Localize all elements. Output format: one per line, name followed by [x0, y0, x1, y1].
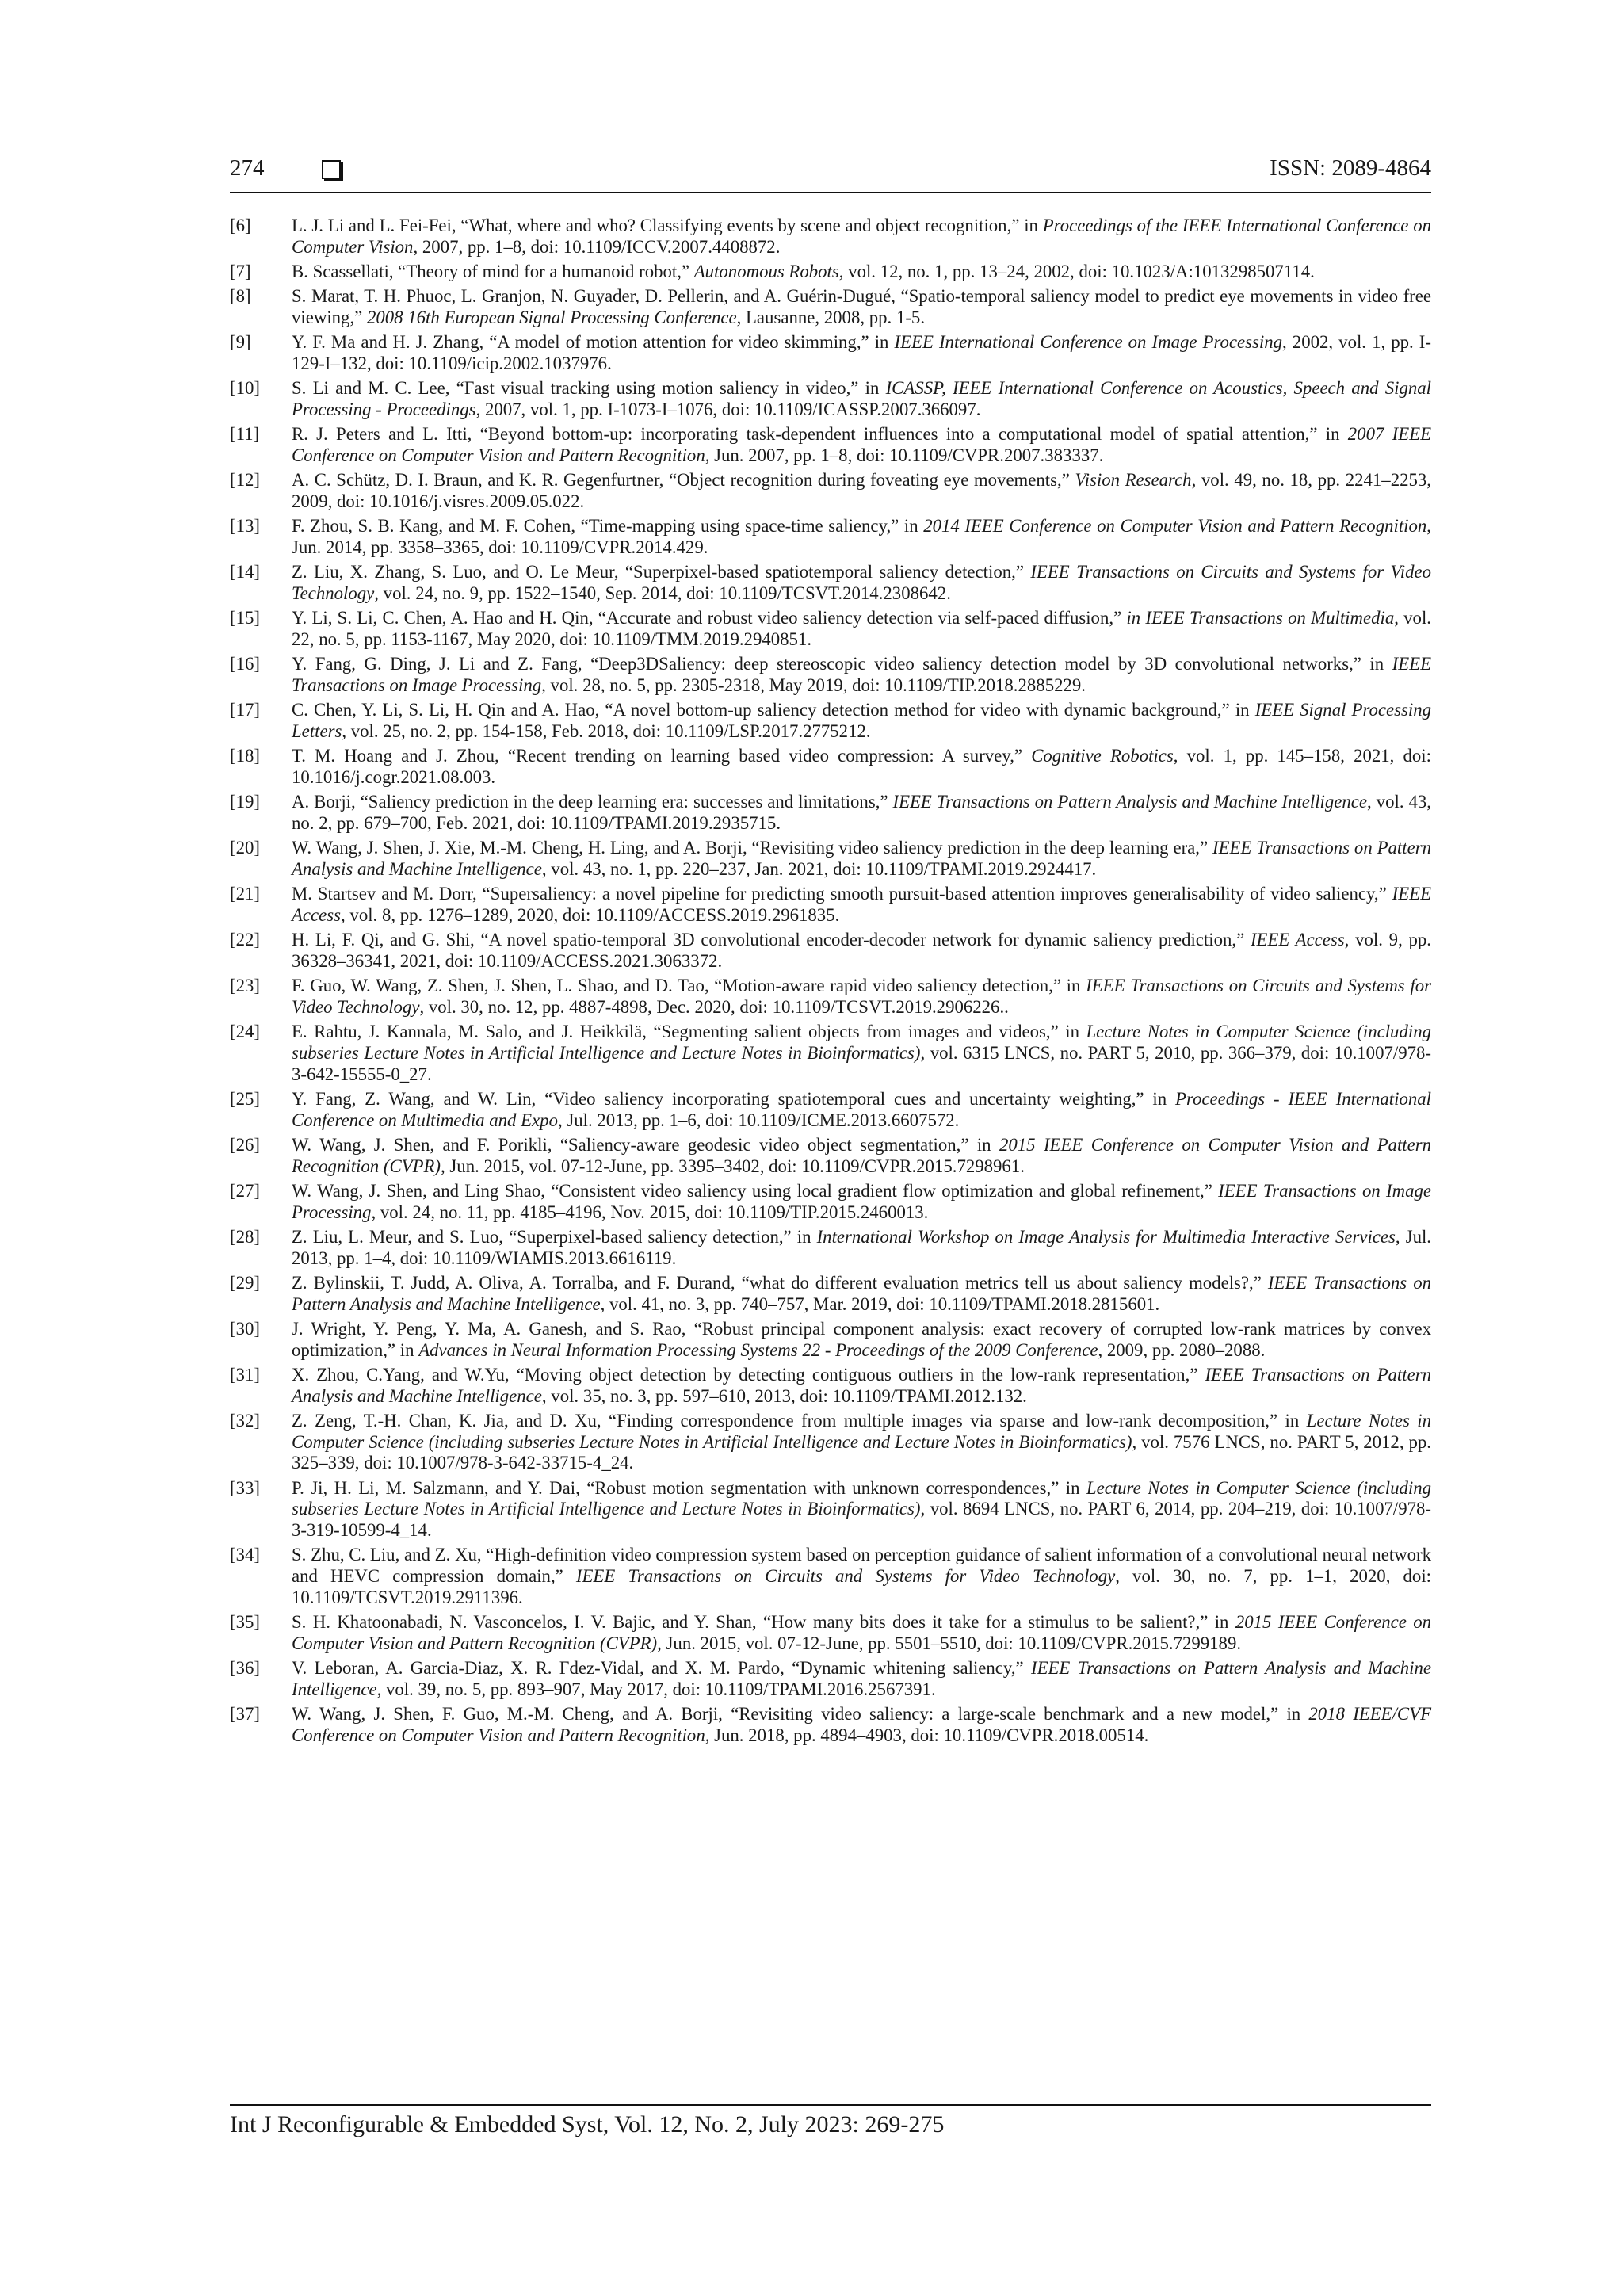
reference-text — [292, 608, 1431, 650]
reference-venue: IEEE Access — [292, 884, 1431, 925]
reference-number: [16] — [230, 654, 260, 674]
reference-item — [230, 654, 1431, 696]
reference-segment: , vol. 30, no. 12, pp. 4887-4898, Dec. 2020, doi: 10.1109/TCSVT.2019.2906226.. — [419, 997, 1009, 1017]
journal-footer: Int J Reconfigurable & Embedded Syst, Vol. 12, No. 2, July 2023: 269-275 — [230, 2111, 945, 2137]
reference-segment: , 2002, vol. 1, pp. I-129-I–132, doi: 10.1109/icip.2002.1037976. — [292, 332, 1431, 373]
reference-item — [230, 884, 1431, 926]
reference-text — [292, 1227, 1431, 1269]
reference-number: [37] — [230, 1704, 260, 1725]
reference-segment: Y. F. Ma and H. J. Zhang, “A model of motion attention for video skimming,” in — [292, 332, 895, 353]
reference-text — [292, 746, 1431, 788]
reference-text — [292, 424, 1431, 466]
reference-number: [17] — [230, 700, 260, 720]
reference-text — [292, 654, 1431, 696]
reference-segment: , vol. 30, no. 7, pp. 1–1, 2020, doi: 10.1109/TCSVT.2019.2911396. — [292, 1566, 1431, 1607]
reference-venue: 2007 IEEE Conference on Computer Vision and Pattern Recognition — [292, 424, 1431, 465]
reference-segment: , Jun. 2007, pp. 1–8, doi: 10.1109/CVPR.2007.383337. — [705, 445, 1104, 465]
reference-text — [292, 1089, 1431, 1131]
reference-venue: IEEE Transactions on Circuits and Systems for Video Technology — [292, 562, 1431, 603]
reference-segment: B. Scassellati, “Theory of mind for a humanoid robot,” — [292, 262, 694, 281]
reference-item — [230, 1319, 1431, 1361]
reference-venue: IEEE Transactions on Pattern Analysis and Machine Intelligence — [892, 792, 1368, 812]
reference-text — [292, 1022, 1431, 1085]
reference-text — [292, 332, 1431, 374]
reference-venue: Lecture Notes in Computer Science (including subseries Lecture Notes in Artificial Intelligence and Lecture Notes in Bioinformatics) — [292, 1022, 1431, 1063]
reference-number: [24] — [230, 1022, 260, 1042]
reference-venue: IEEE Transactions on Pattern Analysis and Machine Intelligence — [292, 1365, 1431, 1406]
reference-segment: F. Zhou, S. B. Kang, and M. F. Cohen, “Time-mapping using space-time saliency,” in — [292, 516, 924, 537]
reference-item — [230, 378, 1431, 420]
reference-number: [9] — [230, 332, 251, 353]
reference-number: [36] — [230, 1658, 260, 1679]
reference-segment: Z. Bylinskii, T. Judd, A. Oliva, A. Torralba, and F. Durand, “what do different evaluation metrics tell us about saliency models?,” — [292, 1273, 1268, 1293]
reference-item — [230, 930, 1431, 972]
reference-segment: Z. Liu, X. Zhang, S. Luo, and O. Le Meur, “Superpixel-based spatiotemporal saliency detection,” — [292, 562, 1031, 583]
reference-venue: 2008 16th European Signal Processing Conference — [366, 308, 737, 327]
reference-venue: Lecture Notes in Computer Science (including subseries Lecture Notes in Artificial Intelligence and Lecture Notes in Bioinformatics) — [292, 1411, 1432, 1452]
reference-segment: S. Marat, T. H. Phuoc, L. Granjon, N. Guyader, D. Pellerin, and A. Guérin-Dugué, “Spatio-temporal saliency model to predict eye movements in video free viewing,” — [292, 286, 1431, 327]
reference-item — [230, 1478, 1431, 1541]
reference-segment: W. Wang, J. Shen, and Ling Shao, “Consistent video saliency using local gradient flow optimization and global refinement,” — [292, 1181, 1219, 1201]
reference-number: [20] — [230, 838, 260, 858]
reference-venue: 2015 IEEE Conference on Computer Vision and Pattern Recognition (CVPR) — [292, 1135, 1431, 1176]
reference-number: [25] — [230, 1089, 260, 1109]
reference-number: [26] — [230, 1135, 260, 1155]
reference-segment: , Jun. 2018, pp. 4894–4903, doi: 10.1109/CVPR.2018.00514. — [705, 1725, 1149, 1745]
square-bullet-icon — [322, 160, 341, 179]
reference-number: [15] — [230, 608, 260, 628]
page-number: 274 — [230, 155, 265, 181]
reference-segment: Z. Zeng, T.-H. Chan, K. Jia, and D. Xu, “Finding correspondence from multiple images via sparse and low-rank decomposition,” in — [292, 1411, 1307, 1431]
reference-number: [27] — [230, 1181, 260, 1201]
reference-segment: R. J. Peters and L. Itti, “Beyond bottom-up: incorporating task-dependent influences into a computational model of spatial attention,” in — [292, 424, 1348, 445]
reference-segment: , vol. 24, no. 11, pp. 4185–4196, Nov. 2015, doi: 10.1109/TIP.2015.2460013. — [371, 1201, 929, 1222]
reference-number: [6] — [230, 216, 251, 235]
reference-segment: Y. Fang, Z. Wang, and W. Lin, “Video saliency incorporating spatiotemporal cues and uncertainty weighting,” in — [292, 1089, 1176, 1109]
reference-venue: International Workshop on Image Analysis for Multimedia Interactive Services — [816, 1227, 1396, 1247]
reference-segment: , Jun. 2014, pp. 3358–3365, doi: 10.1109/CVPR.2014.429. — [292, 516, 1431, 557]
reference-item — [230, 838, 1431, 880]
reference-segment: S. Zhu, C. Liu, and Z. Xu, “High-definition video compression system based on perception guidance of salient information of a convolutional neural network and HEVC compression domain,” — [292, 1545, 1431, 1587]
issn-label: ISSN: 2089-4864 — [1270, 155, 1431, 181]
reference-venue: IEEE Transactions on Image Processing — [292, 654, 1431, 695]
reference-item — [230, 1545, 1431, 1608]
reference-item — [230, 1089, 1431, 1131]
reference-venue: Cognitive Robotics — [1031, 746, 1174, 766]
reference-item — [230, 792, 1431, 834]
reference-segment: S. Li and M. C. Lee, “Fast visual tracking using motion saliency in video,” in — [292, 378, 886, 399]
reference-segment: , Jun. 2015, vol. 07-12-June, pp. 3395–3402, doi: 10.1109/CVPR.2015.7298961. — [441, 1156, 1025, 1176]
reference-segment: A. C. Schütz, D. I. Braun, and K. R. Gegenfurtner, “Object recognition during foveating eye movements,” — [292, 470, 1075, 491]
reference-segment: W. Wang, J. Shen, F. Guo, M.-M. Cheng, and A. Borji, “Revisiting video saliency: a large-scale benchmark and a new model,” in — [292, 1704, 1309, 1725]
reference-segment: , vol. 7576 LNCS, no. PART 5, 2012, pp. 325–339, doi: 10.1007/978-3-642-33715-4_24. — [292, 1431, 1431, 1473]
reference-number: [7] — [230, 262, 251, 281]
reference-segment: , vol. 8694 LNCS, no. PART 6, 2014, pp. 204–219, doi: 10.1007/978-3-319-10599-4_14. — [292, 1499, 1432, 1541]
reference-segment: L. J. Li and L. Fei-Fei, “What, where and who? Classifying events by scene and object recognition,” in — [292, 216, 1043, 235]
reference-segment: , 2007, vol. 1, pp. I-1073-I–1076, doi: 10.1109/ICASSP.2007.366097. — [475, 399, 981, 419]
reference-segment: , vol. 43, no. 2, pp. 679–700, Feb. 2021, doi: 10.1109/TPAMI.2019.2935715. — [292, 792, 1431, 833]
reference-segment: W. Wang, J. Shen, and F. Porikli, “Saliency-aware geodesic video object segmentation,” in — [292, 1135, 999, 1155]
reference-number: [35] — [230, 1612, 260, 1633]
reference-venue: IEEE Transactions on Pattern Analysis and Machine Intelligence — [292, 1658, 1432, 1699]
reference-item — [230, 1704, 1431, 1746]
reference-text — [292, 1181, 1431, 1223]
reference-item — [230, 1181, 1431, 1223]
reference-number: [10] — [230, 378, 260, 399]
reference-venue: 2018 IEEE/CVF Conference on Computer Vision and Pattern Recognition — [292, 1704, 1431, 1745]
reference-text — [292, 1319, 1431, 1361]
reference-item — [230, 1227, 1431, 1269]
reference-item — [230, 1135, 1431, 1177]
reference-item — [230, 1365, 1431, 1407]
reference-list — [230, 216, 1431, 1750]
reference-text — [292, 1411, 1431, 1474]
reference-number: [32] — [230, 1411, 260, 1431]
reference-segment: , vol. 22, no. 5, pp. 1153-1167, May 2020, doi: 10.1109/TMM.2019.2940851. — [292, 608, 1431, 649]
reference-item — [230, 470, 1431, 512]
reference-venue: IEEE Transactions on Pattern Analysis and Machine Intelligence — [292, 1273, 1431, 1314]
reference-number: [21] — [230, 884, 260, 904]
reference-text — [292, 516, 1431, 558]
reference-venue: IEEE Transactions on Image Processing — [292, 1181, 1432, 1222]
reference-segment: T. M. Hoang and J. Zhou, “Recent trending on learning based video compression: A survey,” — [292, 746, 1032, 766]
reference-segment: Y. Li, S. Li, C. Chen, A. Hao and H. Qin, “Accurate and robust video saliency detection via self-paced diffusion,” — [292, 608, 1127, 628]
reference-item — [230, 1612, 1431, 1654]
reference-number: [33] — [230, 1477, 260, 1498]
page-header — [230, 155, 1431, 193]
reference-text — [292, 884, 1431, 926]
reference-segment: , 2009, pp. 2080–2088. — [1098, 1339, 1266, 1360]
reference-segment: , 2007, pp. 1–8, doi: 10.1109/ICCV.2007.4408872. — [413, 236, 781, 257]
reference-number: [13] — [230, 516, 260, 537]
reference-venue: Proceedings - IEEE International Conference on Multimedia and Expo — [292, 1089, 1432, 1130]
reference-segment: F. Guo, W. Wang, Z. Shen, J. Shen, L. Shao, and D. Tao, “Motion-aware rapid video saliency detection,” in — [292, 976, 1086, 996]
reference-text — [292, 1273, 1431, 1315]
reference-text — [292, 562, 1431, 604]
reference-text — [292, 378, 1431, 420]
reference-number: [30] — [230, 1319, 260, 1339]
reference-text — [292, 792, 1431, 834]
reference-segment: , vol. 12, no. 1, pp. 13–24, 2002, doi: 10.1023/A:1013298507114. — [838, 262, 1315, 281]
reference-item — [230, 516, 1431, 558]
reference-venue: Advances in Neural Information Processing Systems 22 - Proceedings of the 2009 Conference — [418, 1339, 1098, 1360]
reference-text — [292, 1612, 1431, 1654]
reference-segment: J. Wright, Y. Peng, Y. Ma, A. Ganesh, and S. Rao, “Robust principal component analysis: exact recovery of corrupted low-rank matrices by convex optimization,” in — [292, 1319, 1431, 1360]
reference-number: [19] — [230, 792, 260, 812]
reference-item — [230, 700, 1431, 742]
reference-item — [230, 976, 1431, 1018]
reference-item — [230, 746, 1431, 788]
reference-text — [292, 470, 1431, 512]
reference-segment: , Jul. 2013, pp. 1–6, doi: 10.1109/ICME.2013.6607572. — [557, 1110, 960, 1130]
reference-venue: 2015 IEEE Conference on Computer Vision and Pattern Recognition (CVPR) — [292, 1612, 1432, 1653]
reference-item — [230, 332, 1431, 374]
reference-segment: H. Li, F. Qi, and G. Shi, “A novel spatio-temporal 3D convolutional encoder-decoder network for dynamic saliency prediction,” — [292, 930, 1251, 950]
reference-venue: ICASSP, IEEE International Conference on Acoustics, Speech and Signal Processing - Proceedings — [292, 378, 1431, 419]
reference-venue: in IEEE Transactions on Multimedia — [1126, 608, 1395, 628]
reference-segment: , vol. 49, no. 18, pp. 2241–2253, 2009, doi: 10.1016/j.visres.2009.05.022. — [292, 470, 1431, 511]
reference-text — [292, 286, 1431, 328]
reference-item — [230, 1022, 1431, 1085]
reference-item — [230, 262, 1431, 283]
reference-segment: E. Rahtu, J. Kannala, M. Salo, and J. Heikkilä, “Segmenting salient objects from images and videos,” in — [292, 1022, 1086, 1042]
reference-segment: , vol. 28, no. 5, pp. 2305-2318, May 2019, doi: 10.1109/TIP.2018.2885229. — [541, 675, 1086, 695]
reference-segment: S. H. Khatoonabadi, N. Vasconcelos, I. V. Bajic, and Y. Shan, “How many bits does it take for a stimulus to be salient?,” in — [292, 1612, 1235, 1633]
reference-segment: , vol. 43, no. 1, pp. 220–237, Jan. 2021, doi: 10.1109/TPAMI.2019.2924417. — [541, 859, 1097, 879]
reference-item — [230, 562, 1431, 604]
reference-segment: , vol. 41, no. 3, pp. 740–757, Mar. 2019, doi: 10.1109/TPAMI.2018.2815601. — [600, 1293, 1160, 1314]
reference-number: [18] — [230, 746, 260, 766]
reference-segment: M. Startsev and M. Dorr, “Supersaliency: a novel pipeline for predicting smooth pursuit-based attention improves generalisability of video saliency,” — [292, 884, 1392, 904]
reference-text — [292, 1545, 1431, 1608]
reference-item — [230, 608, 1431, 650]
reference-venue: Lecture Notes in Computer Science (including subseries Lecture Notes in Artificial Intelligence and Lecture Notes in Bioinformatics) — [292, 1477, 1431, 1519]
reference-text — [292, 262, 1431, 283]
reference-venue: IEEE International Conference on Image Processing — [894, 332, 1283, 353]
reference-segment: , vol. 8, pp. 1276–1289, 2020, doi: 10.1109/ACCESS.2019.2961835. — [341, 905, 840, 925]
reference-segment: P. Ji, H. Li, M. Salzmann, and Y. Dai, “Robust motion segmentation with unknown correspondences,” in — [292, 1477, 1086, 1498]
reference-venue: IEEE Access — [1250, 930, 1345, 950]
reference-text — [292, 1365, 1431, 1407]
reference-text — [292, 1135, 1431, 1177]
reference-segment: Z. Liu, L. Meur, and S. Luo, “Superpixel-based saliency detection,” in — [292, 1227, 817, 1247]
reference-venue: Autonomous Robots — [693, 262, 839, 281]
reference-number: [8] — [230, 286, 251, 307]
reference-item — [230, 1658, 1431, 1700]
reference-segment: C. Chen, Y. Li, S. Li, H. Qin and A. Hao, “A novel bottom-up saliency detection method for video with dynamic background,” in — [292, 700, 1255, 720]
reference-venue: IEEE Signal Processing Letters — [292, 700, 1431, 741]
reference-text — [292, 216, 1431, 258]
reference-segment: W. Wang, J. Shen, J. Xie, M.-M. Cheng, H. Ling, and A. Borji, “Revisiting video saliency prediction in the deep learning era,” — [292, 838, 1212, 858]
reference-number: [28] — [230, 1227, 260, 1247]
reference-segment: , vol. 6315 LNCS, no. PART 5, 2010, pp. 366–379, doi: 10.1007/978-3-642-15555-0_27. — [292, 1043, 1432, 1084]
reference-number: [31] — [230, 1365, 260, 1385]
reference-text — [292, 838, 1431, 880]
reference-segment: , Jun. 2015, vol. 07-12-June, pp. 5501–5510, doi: 10.1109/CVPR.2015.7299189. — [657, 1633, 1242, 1653]
reference-segment: , vol. 35, no. 3, pp. 597–610, 2013, doi: 10.1109/TPAMI.2012.132. — [541, 1385, 1027, 1406]
reference-item — [230, 424, 1431, 466]
reference-segment: V. Leboran, A. Garcia-Diaz, X. R. Fdez-Vidal, and X. M. Pardo, “Dynamic whitening saliency,” — [292, 1658, 1031, 1679]
reference-segment: , vol. 1, pp. 145–158, 2021, doi: 10.1016/j.cogr.2021.08.003. — [292, 746, 1431, 787]
reference-item — [230, 1273, 1431, 1315]
reference-text — [292, 930, 1431, 972]
reference-segment: , vol. 25, no. 2, pp. 154-158, Feb. 2018, doi: 10.1109/LSP.2017.2775212. — [342, 721, 871, 741]
footer-divider — [230, 2104, 1431, 2106]
reference-item — [230, 286, 1431, 328]
reference-number: [11] — [230, 424, 260, 445]
reference-number: [23] — [230, 976, 260, 996]
reference-number: [29] — [230, 1273, 260, 1293]
reference-text — [292, 700, 1431, 742]
reference-segment: , vol. 24, no. 9, pp. 1522–1540, Sep. 2014, doi: 10.1109/TCSVT.2014.2308642. — [374, 583, 951, 603]
reference-venue: IEEE Transactions on Circuits and Systems for Video Technology — [292, 976, 1431, 1017]
reference-text — [292, 1658, 1431, 1700]
reference-segment: X. Zhou, C.Yang, and W.Yu, “Moving object detection by detecting contiguous outliers in the low-rank representation,” — [292, 1365, 1205, 1385]
reference-segment: , Jul. 2013, pp. 1–4, doi: 10.1109/WIAMIS.2013.6616119. — [292, 1227, 1432, 1268]
reference-text — [292, 1478, 1431, 1541]
reference-text — [292, 976, 1431, 1018]
reference-segment: Y. Fang, G. Ding, J. Li and Z. Fang, “Deep3DSaliency: deep stereoscopic video saliency detection model by 3D convolutional networks,” in — [292, 654, 1392, 674]
reference-segment: A. Borji, “Saliency prediction in the deep learning era: successes and limitations,” — [292, 792, 893, 812]
reference-venue: IEEE Transactions on Pattern Analysis and Machine Intelligence — [292, 838, 1431, 879]
reference-number: [22] — [230, 930, 260, 950]
reference-item — [230, 216, 1431, 258]
reference-venue: Vision Research — [1075, 470, 1192, 491]
reference-venue: IEEE Transactions on Circuits and Systems for Video Technology — [575, 1566, 1116, 1587]
header-divider — [230, 192, 1431, 193]
reference-venue: Proceedings of the IEEE International Conference on Computer Vision — [292, 216, 1431, 257]
reference-item — [230, 1411, 1431, 1474]
reference-venue: 2014 IEEE Conference on Computer Vision and Pattern Recognition — [923, 516, 1427, 537]
reference-text — [292, 1704, 1431, 1746]
reference-segment: , vol. 9, pp. 36328–36341, 2021, doi: 10.1109/ACCESS.2021.3063372. — [292, 930, 1431, 971]
reference-segment: , Lausanne, 2008, pp. 1-5. — [736, 308, 926, 327]
reference-segment: , vol. 39, no. 5, pp. 893–907, May 2017, doi: 10.1109/TPAMI.2016.2567391. — [376, 1679, 936, 1699]
reference-number: [12] — [230, 470, 260, 491]
reference-number: [14] — [230, 562, 260, 583]
reference-number: [34] — [230, 1545, 260, 1565]
